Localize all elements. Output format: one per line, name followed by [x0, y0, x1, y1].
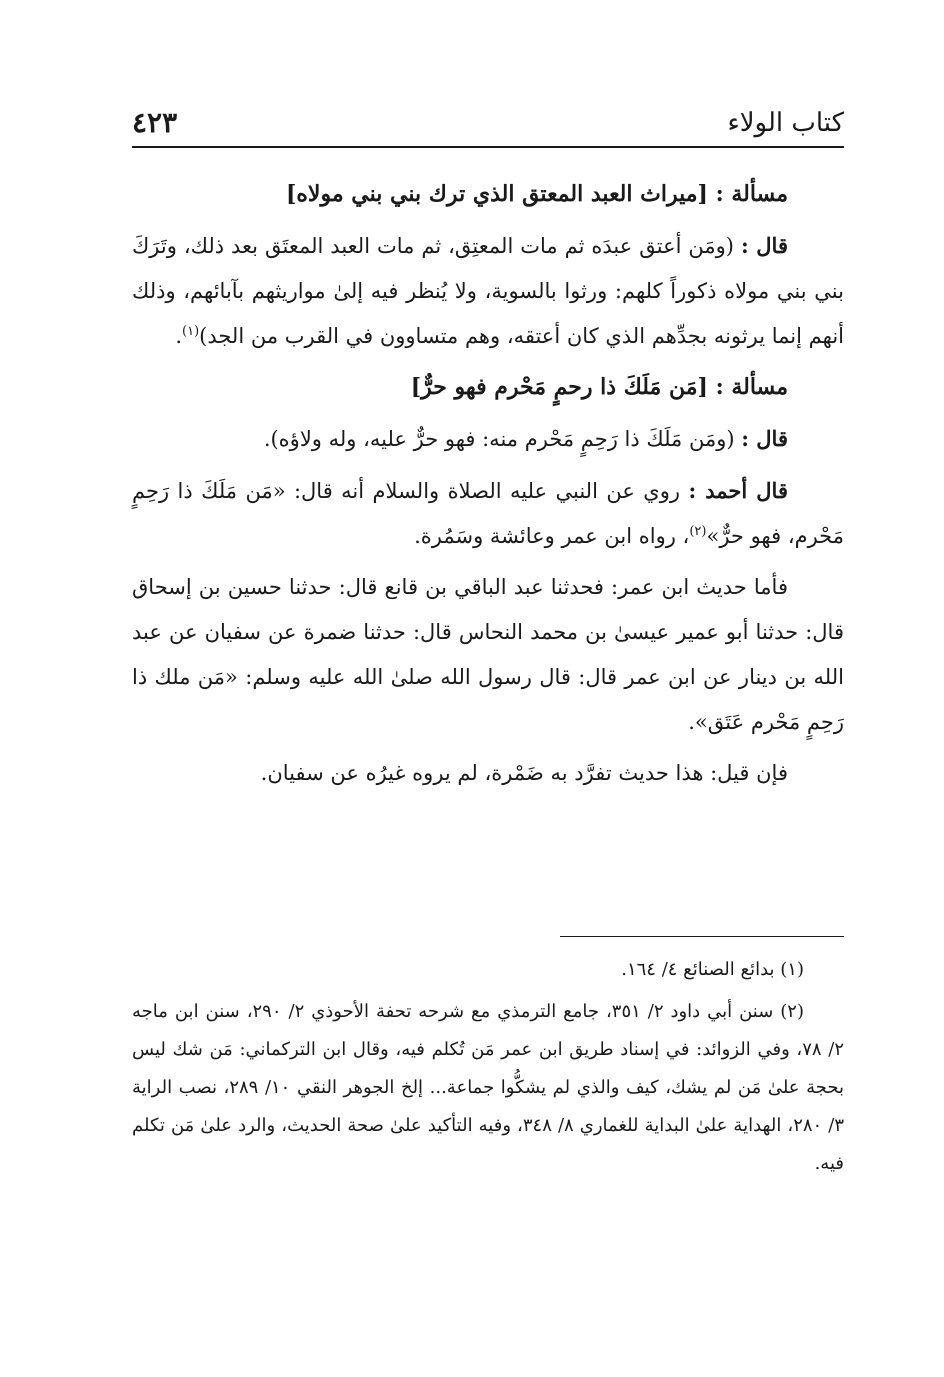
- footnote-ref-1[interactable]: (١): [182, 324, 200, 339]
- paragraph-2: [132, 416, 844, 462]
- page-number: ٤٢٣: [132, 106, 178, 139]
- paragraph-end: .: [175, 324, 183, 348]
- paragraph-1: [132, 223, 844, 359]
- footnote-2: (٢) سنن أبي داود ٢/ ٣٥١، جامع الترمذي مع شرحه تحفة الأحوذي ٢/ ٢٩٠، سنن ابن ماجه ٢/ ٧٨، وفي الزوائد: في إسناد طريق ابن عمر مَن تُكلم فيه، وقال ابن التركماني: مَن شك ليس بحجة علىٰ مَن لم يشك، كيف والذي لم يشكُّوا جماعة... إلخ الجوهر النقي ١٠/ ٢٨٩، نصب الراية ٣/ ٢٨٠، الهداية علىٰ البداية للغماري ٨/ ٣٤٨، وفيه التأكيد علىٰ صحة الحديث، والرد علىٰ مَن تكلم فيه.: [132, 1001, 844, 1174]
- header-divider: [132, 146, 844, 148]
- running-title: كتاب الولاء: [727, 108, 844, 138]
- paragraph-end: ، رواه ابن عمر وعائشة وسَمُرة.: [414, 524, 690, 548]
- book-page: [132, 0, 844, 1377]
- paragraph-4: فأما حديث ابن عمر: فحدثنا عبد الباقي بن قانع قال: حدثنا حسين بن إسحاق قال: حدثنا أبو عمير عيسىٰ بن محمد النحاس قال: حدثنا ضمرة عن سفيان عن عبد الله بن دينار عن ابن عمر قال: قال رسول الله صلىٰ الله عليه وسلم: «مَن ملك ذا رَحِمٍ مَحْرم عَتَق».: [132, 575, 844, 734]
- section-heading-2: مسألة : [مَن مَلَكَ ذا رحمٍ مَحْرم فهو حرٌّ]: [410, 374, 788, 400]
- speaker-label: قال أحمد :: [688, 478, 788, 503]
- paragraph-5: فإن قيل: هذا حديث تفرَّد به ضَمْرة، لم يروه غيرُه عن سفيان.: [260, 761, 788, 785]
- page-header: [132, 92, 844, 140]
- paragraph-3: [132, 468, 844, 559]
- footnote-ref-2[interactable]: (٢): [689, 524, 707, 539]
- speaker-label: قال :: [741, 426, 788, 451]
- paragraph-text: (ومَن مَلَكَ ذا رَحِمٍ مَحْرم منه: فهو حرٌّ عليه، وله ولاؤه).: [263, 427, 742, 451]
- paragraph-text: (ومَن أعتق عبدَه ثم مات المعتِق، ثم مات العبد المعتَق بعد ذلك، وتَرَكَ بني بني مولاه ذكوراً كلهم: ورثوا بالسوية، ولا يُنظر فيه إلىٰ مواريثهم بآبائهم، وذلك أنهم إنما يرثونه بجدِّهم الذي كان أعتقه، وهم متساوون في القرب من الجد): [132, 234, 844, 348]
- footnote-divider: [560, 936, 844, 937]
- main-text: [132, 172, 844, 802]
- paragraph-text: روي عن النبي عليه الصلاة والسلام أنه قال: «مَن مَلَكَ ذا رَحِمٍ مَحْرم، فهو حرٌّ»: [132, 479, 844, 548]
- speaker-label: قال :: [740, 233, 788, 258]
- footnote-1: (١) بدائع الصنائع ٤/ ١٦٤.: [621, 959, 804, 980]
- footnotes-section: [132, 936, 844, 1187]
- section-heading-1: مسألة : [ميراث العبد المعتق الذي ترك بني بني مولاه]: [285, 181, 788, 207]
